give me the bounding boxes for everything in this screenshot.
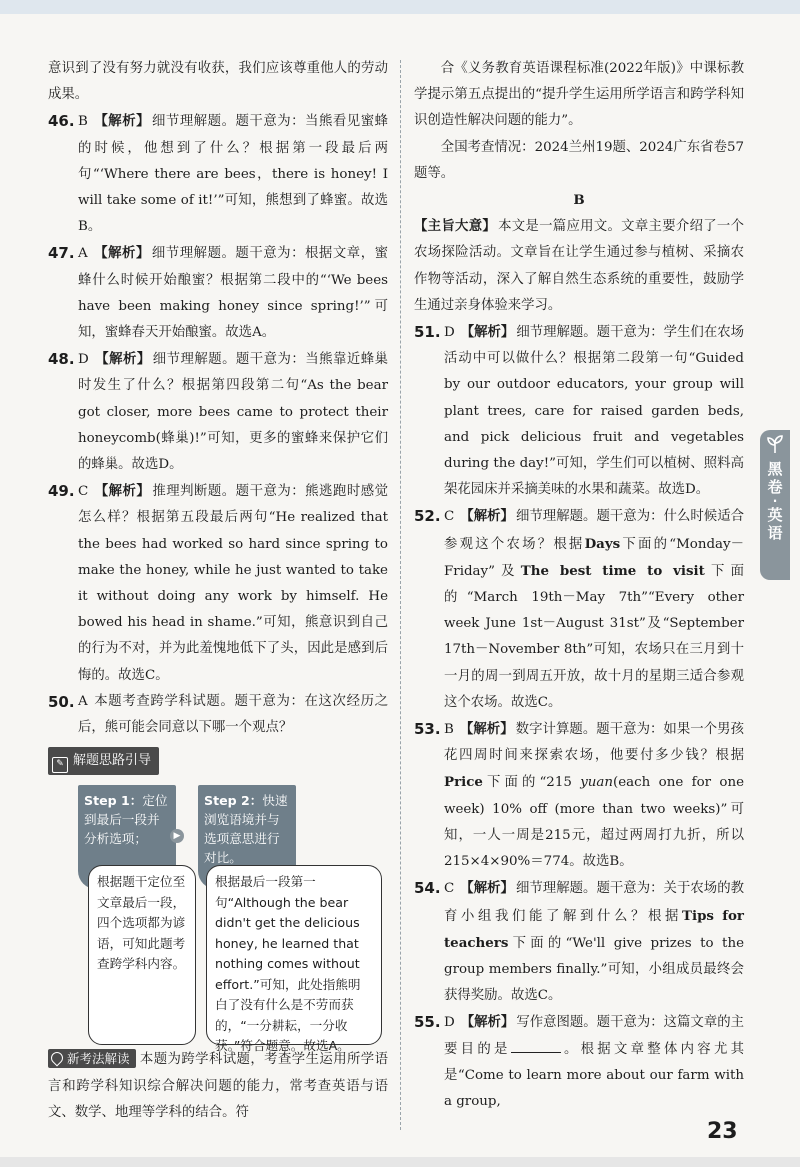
question-46 <box>48 108 388 240</box>
page-number: 23 <box>707 1119 738 1144</box>
new-exam-interpretation <box>48 1047 388 1126</box>
solution-flow <box>48 785 388 1054</box>
answer-letter: D <box>444 1015 455 1031</box>
side-tab-separator: · <box>772 494 778 508</box>
location-pin-icon <box>49 1050 66 1067</box>
continued-text-1: 合《义务教育英语课程标准(2022年版)》中课标教学提示第五点提出的“提升学生运用所学语言和跨学科知识创造性解决问题的能力”。 <box>414 61 744 129</box>
column-divider <box>400 60 401 1130</box>
section-b-heading: B <box>573 192 585 209</box>
analysis-text: 细节理解题。题干意为：关于农场的教育小组我们能了解到什么？根据 <box>444 881 745 924</box>
analysis-text: 数字计算题。题干意为：如果一个男孩花四周时间来探索农场，他要付多少钱？根据 <box>444 722 745 764</box>
question-number: 51. <box>414 323 441 342</box>
analysis-text: 细节理解题。题干意为：当熊看见蜜蜂的时候，他想到了什么？根据第一段最后两句“‘Where there are bees，there is honey! I will take some of it!’”可知，熊想到了蜂蜜。故选B。 <box>78 114 389 235</box>
analysis-text: 下面的“215 <box>482 775 581 791</box>
question-53 <box>414 716 744 875</box>
arrow-right-icon: ▶ <box>170 829 184 843</box>
main-idea-text: 本文是一篇应用文。文章主要介绍了一个农场探险活动。文章旨在让学生通过参与植树、采摘农作物等活动，深入了解自然生态系统的重要性，鼓励学生通过亲身体验来学习。 <box>414 219 745 313</box>
analysis-text: 推理判断题。题干意为：熊逃跑时感觉怎么样？根据第五段最后两句“He realized that the bees had worked so hard since spring to make the honey, while he just wanted to take it without doing any work by himself. He bowed his head in shame.”可知，熊意识到自己的行为不对，并为此羞愧地低下了头，因此是感到后悔的。故选C。 <box>78 484 389 683</box>
answer-letter: D <box>78 352 89 368</box>
keyword: Tips for teachers <box>444 907 744 951</box>
question-number: 50. <box>48 692 75 711</box>
intro-text: 意识到了没有努力就没有收获，我们应该尊重他人的劳动成果。 <box>48 61 388 103</box>
left-column <box>48 56 388 1126</box>
top-scan-edge <box>0 0 800 14</box>
side-tab-char: 语 <box>767 524 783 542</box>
new-exam-text: 本题为跨学科试题，考查学生运用所学语言和跨学科知识综合解决问题的能力，常考查英语与语文、数学、地理等学科的结合。符 <box>48 1052 388 1120</box>
main-idea-tag: 【主旨大意】 <box>414 218 497 235</box>
question-number: 46. <box>48 112 75 131</box>
keyword: The best time to visit <box>520 562 705 579</box>
keyword: Price <box>444 774 483 791</box>
analysis-text: 细节理解题。题干意为：当熊靠近蜂巢时发生了什么？根据第四段第二句“As the bear got closer, more bees came to protect their honeycomb(蜂巢)!”可知，更多的蜜蜂来保护它们的蜂巢。故选D。 <box>78 352 389 473</box>
question-number: 47. <box>48 244 75 263</box>
note-1-bubble: 根据题干定位至文章最后一段，四个选项都为谚语，可知此题考查跨学科内容。 <box>88 865 196 1045</box>
analysis-tag: 【解析】 <box>94 483 151 500</box>
answer-letter: A <box>78 246 88 262</box>
question-text: 本题考查跨学科试题。题干意为：在这次经历之后，熊可能会同意以下哪一个观点？ <box>78 693 388 736</box>
guide-heading <box>48 747 159 775</box>
question-number: 48. <box>48 350 75 369</box>
side-tab-char: 黑 <box>767 460 783 478</box>
question-51 <box>414 319 744 503</box>
analysis-tag: 【解析】 <box>93 113 151 130</box>
side-tab <box>760 430 790 580</box>
analysis-tag: 【解析】 <box>93 245 150 262</box>
step-1-text: 定位到最后一段并分析选项； <box>84 793 168 847</box>
answer-letter: B <box>78 114 88 130</box>
answer-letter: B <box>444 722 454 738</box>
question-55 <box>414 1009 744 1115</box>
answer-blank <box>511 1040 561 1053</box>
question-number: 54. <box>414 879 441 898</box>
bottom-scan-edge <box>0 1157 800 1167</box>
analysis-tag: 【解析】 <box>460 508 514 525</box>
question-54 <box>414 875 744 1009</box>
question-number: 55. <box>414 1013 441 1032</box>
analysis-text: 细节理解题。题干意为：根据文章，蜜蜂什么时候开始酿蜜？根据第二段中的“‘We bees have been making honey since spring!’”可知，蜜蜂春天开始酿蜜。故选A。 <box>78 246 389 341</box>
analysis-tag: 【解析】 <box>460 1014 515 1031</box>
analysis-text: 下面的“We'll give prizes to the group members finally.”可知，小组成员最终会获得奖励。故选C。 <box>444 935 744 1004</box>
side-tab-char: 英 <box>767 506 783 524</box>
analysis-tag: 【解析】 <box>94 351 151 368</box>
answer-letter: A <box>78 693 88 709</box>
new-exam-badge <box>48 1049 136 1068</box>
guide-title: 解题思路引导 <box>73 753 152 769</box>
answer-letter: D <box>444 325 455 341</box>
step-2-text: 快速浏览语境并与选项意思进行对比。 <box>204 793 288 866</box>
analysis-text: 细节理解题。题干意为：什么时候适合参观这个农场？根据 <box>444 509 745 552</box>
question-52 <box>414 503 744 716</box>
analysis-text: (each one for one week) 10% off (more than two weeks)”可知，一人一周是215元，超过两周打九折，所以215×4×90%＝774。故选B。 <box>444 775 744 870</box>
analysis-text: 写作意图题。题干意为：这篇文章的主要目的是 <box>444 1015 745 1057</box>
analysis-text: 细节理解题。题干意为：学生们在农场活动中可以做什么？根据第二段第一句“Guided by our outdoor educators, your group will plant trees, care for raised garden beds, and pick delicious fruit and vegetables during the day!”可知，学生们可以植树、照料高架花园床并采摘美味的水果和蔬菜。故选D。 <box>444 325 745 498</box>
question-49 <box>48 478 388 689</box>
analysis-text: 。根据文章整体内容尤其是“Come to learn more about our farm with a group, <box>444 1041 745 1109</box>
question-47 <box>48 240 388 346</box>
sprout-icon <box>766 434 784 454</box>
step-1-label: Step 1： <box>84 793 143 809</box>
step-2-label: Step 2： <box>204 793 263 809</box>
question-number: 52. <box>414 507 441 526</box>
main-idea <box>414 213 744 319</box>
analysis-tag: 【解析】 <box>460 324 515 341</box>
analysis-tag: 【解析】 <box>459 721 514 738</box>
answer-letter: C <box>78 484 89 500</box>
analysis-text: 下面的“March 19th－May 7th”“Every other week June 1st－August 31st”及“September 17th－November 8th”可知，农场只在三月到十一月的周一到周五开放，故十月的星期三适合参观这个农场。故选C。 <box>444 563 745 710</box>
question-number: 53. <box>414 720 441 739</box>
analysis-tag: 【解析】 <box>460 880 514 897</box>
question-48 <box>48 346 388 478</box>
side-tab-char: 卷 <box>767 478 783 496</box>
italic-word: yuan <box>580 775 614 791</box>
analysis-text: 下面的“Monday－Friday”及 <box>444 536 745 579</box>
continued-text-2: 全国考查情况：2024兰州19题、2024广东省卷57题等。 <box>414 139 744 181</box>
right-column <box>414 56 744 1115</box>
question-50 <box>48 689 388 741</box>
pencil-note-icon: ✎ <box>52 757 68 773</box>
note-2-bubble: 根据最后一段第一句“Although the bear didn't get the delicious honey, he learned that nothing comes without effort.”可知，此处指熊明白了没有什么是不劳而获的，“一分耕耘，一分收获。”符合题意。故选A。 <box>206 865 382 1045</box>
question-number: 49. <box>48 482 75 501</box>
keyword: Days <box>584 535 621 552</box>
badge-label: 新考法解读 <box>67 1051 130 1067</box>
answer-letter: C <box>444 881 455 897</box>
answer-letter: C <box>444 509 455 525</box>
